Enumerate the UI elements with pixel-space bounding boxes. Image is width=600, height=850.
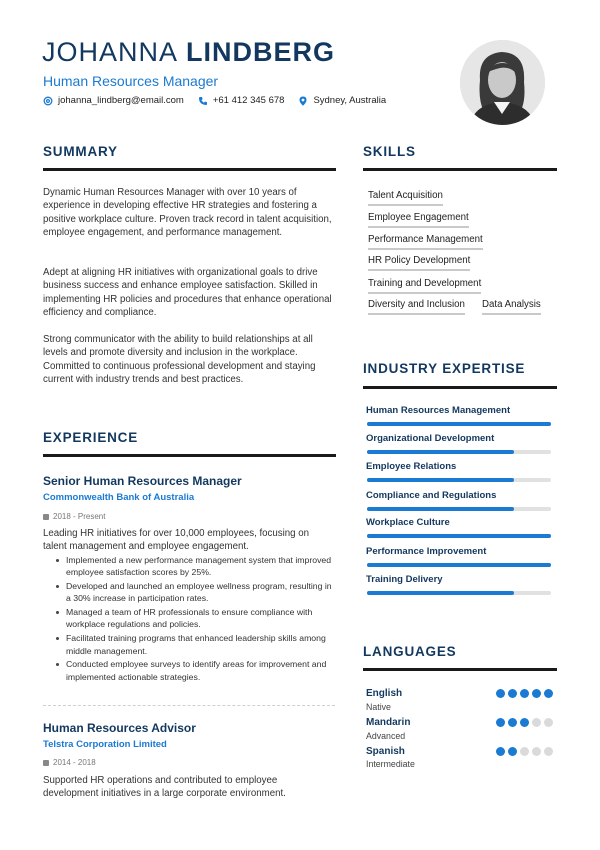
expertise-bar-fill bbox=[367, 534, 551, 538]
language-level: Advanced bbox=[366, 731, 406, 741]
rating-dot bbox=[544, 689, 553, 698]
job-1-dates bbox=[43, 512, 105, 521]
last-name: LINDBERG bbox=[186, 37, 336, 67]
rating-dot bbox=[496, 718, 505, 727]
rating-dot bbox=[532, 718, 541, 727]
expertise-bar-fill bbox=[367, 450, 514, 454]
language-name: Spanish bbox=[366, 746, 405, 757]
language-rating bbox=[496, 718, 553, 727]
expertise-bar-fill bbox=[367, 591, 514, 595]
expertise-label: Employee Relations bbox=[366, 461, 457, 472]
skill-tag: Data Analysis bbox=[482, 299, 541, 315]
experience-divider bbox=[43, 454, 336, 457]
job-1-company[interactable]: Commonwealth Bank of Australia bbox=[43, 492, 195, 503]
profile-photo bbox=[460, 40, 545, 125]
location-text: Sydney, Australia bbox=[313, 95, 387, 106]
language-rating bbox=[496, 747, 553, 756]
rating-dot bbox=[520, 718, 529, 727]
contact-email[interactable] bbox=[43, 95, 184, 106]
job-2-title: Human Resources Advisor bbox=[43, 721, 196, 735]
summary-divider bbox=[43, 168, 336, 171]
expertise-bar bbox=[367, 422, 551, 426]
job-1-bullet: Implemented a new performance management system that improved employee satisfaction scores by 25%. bbox=[56, 554, 336, 579]
contact-phone[interactable] bbox=[198, 95, 285, 106]
location-pin-icon bbox=[298, 96, 308, 106]
expertise-label: Workplace Culture bbox=[366, 517, 450, 528]
skills-divider bbox=[363, 168, 557, 171]
summary-paragraph-1: Dynamic Human Resources Manager with over 10 years of experience in developing effective HR strategies and fostering a positive workplace culture. Proven track record in talent acquisition, employee engagement, and performance management. bbox=[43, 187, 332, 238]
expertise-label: Human Resources Management bbox=[366, 405, 511, 416]
languages-divider bbox=[363, 668, 557, 671]
expertise-label: Organizational Development bbox=[366, 433, 495, 444]
job-role: Human Resources Manager bbox=[43, 73, 219, 89]
job-1-bullets bbox=[56, 554, 336, 684]
rating-dot bbox=[520, 689, 529, 698]
language-name: Mandarin bbox=[366, 717, 411, 728]
job-1-bullet: Developed and launched an employee wellness program, resulting in a 30% increase in participation rates. bbox=[56, 580, 336, 605]
expertise-bar bbox=[367, 507, 551, 511]
job-1-dates-text: 2018 - Present bbox=[53, 512, 106, 521]
expertise-bar bbox=[367, 563, 551, 567]
job-2-dates-text: 2014 - 2018 bbox=[53, 758, 96, 767]
job-1-title: Senior Human Resources Manager bbox=[43, 474, 242, 488]
expertise-bar bbox=[367, 591, 551, 595]
rating-dot bbox=[496, 747, 505, 756]
expertise-bar bbox=[367, 450, 551, 454]
job-2-description: Supported HR operations and contributed to employee development initiatives in a large corporate environment. bbox=[43, 775, 286, 800]
skill-tag: Performance Management bbox=[368, 234, 483, 250]
skill-tag: Employee Engagement bbox=[368, 212, 469, 228]
candidate-name bbox=[42, 37, 335, 68]
at-icon bbox=[43, 96, 53, 106]
job-1-bullet: Facilitated training programs that enhanced leadership skills among middle management. bbox=[56, 632, 336, 657]
language-level: Intermediate bbox=[366, 759, 415, 769]
skill-tag: HR Policy Development bbox=[368, 255, 470, 271]
summary-paragraph-3: Strong communicator with the ability to build relationships at all levels and promote diversity and inclusion in the workplace. Committed to continuous professional development and staying current with industry trends and best practices. bbox=[43, 334, 316, 385]
rating-dot bbox=[508, 689, 517, 698]
summary-paragraph-2: Adept at aligning HR initiatives with organizational goals to drive business success and enhance employee satisfaction. Skilled in implementing HR policies and procedures that enhance operational efficiency and compliance. bbox=[43, 267, 332, 318]
phone-text: +61 412 345 678 bbox=[212, 95, 285, 106]
experience-heading: EXPERIENCE bbox=[43, 430, 139, 445]
industry-expertise-heading: INDUSTRY EXPERTISE bbox=[363, 361, 526, 376]
expertise-bar-fill bbox=[367, 478, 514, 482]
portrait-image bbox=[460, 40, 545, 125]
expertise-label: Performance Improvement bbox=[366, 546, 487, 557]
skill-tag: Talent Acquisition bbox=[368, 190, 443, 206]
rating-dot bbox=[508, 718, 517, 727]
first-name: JOHANNA bbox=[42, 37, 179, 67]
skill-tag: Training and Development bbox=[368, 278, 481, 294]
expertise-label: Compliance and Regulations bbox=[366, 490, 497, 501]
skills-heading: SKILLS bbox=[363, 144, 416, 159]
contact-row bbox=[43, 95, 386, 106]
language-level: Native bbox=[366, 702, 391, 712]
language-rating bbox=[496, 689, 553, 698]
job-1-bullet: Managed a team of HR professionals to ensure compliance with workplace regulations and policies. bbox=[56, 606, 336, 631]
expertise-bar-fill bbox=[367, 422, 551, 426]
email-text: johanna_lindberg@email.com bbox=[58, 95, 184, 106]
expertise-label: Training Delivery bbox=[366, 574, 443, 585]
rating-dot bbox=[496, 689, 505, 698]
job-1-bullet: Conducted employee surveys to identify areas for improvement and implemented actionable strategies. bbox=[56, 658, 336, 683]
skill-tag: Diversity and Inclusion bbox=[368, 299, 465, 315]
phone-icon bbox=[198, 96, 208, 106]
summary-heading: SUMMARY bbox=[43, 144, 118, 159]
languages-heading: LANGUAGES bbox=[363, 644, 457, 659]
expertise-bar-fill bbox=[367, 507, 514, 511]
rating-dot bbox=[520, 747, 529, 756]
calendar-icon bbox=[43, 760, 49, 766]
job-2-company[interactable]: Telstra Corporation Limited bbox=[43, 739, 167, 750]
language-name: English bbox=[366, 688, 403, 699]
expertise-bar bbox=[367, 534, 551, 538]
job-separator bbox=[43, 705, 335, 706]
industry-expertise-divider bbox=[363, 386, 557, 389]
rating-dot bbox=[508, 747, 517, 756]
rating-dot bbox=[532, 689, 541, 698]
job-1-description: Leading HR initiatives for over 10,000 employees, focusing on talent management and employee engagement. bbox=[43, 528, 310, 553]
rating-dot bbox=[544, 747, 553, 756]
calendar-icon bbox=[43, 514, 49, 520]
job-2-dates bbox=[43, 758, 96, 767]
expertise-bar bbox=[367, 478, 551, 482]
rating-dot bbox=[544, 718, 553, 727]
rating-dot bbox=[532, 747, 541, 756]
expertise-bar-fill bbox=[367, 563, 551, 567]
contact-location bbox=[298, 95, 386, 106]
